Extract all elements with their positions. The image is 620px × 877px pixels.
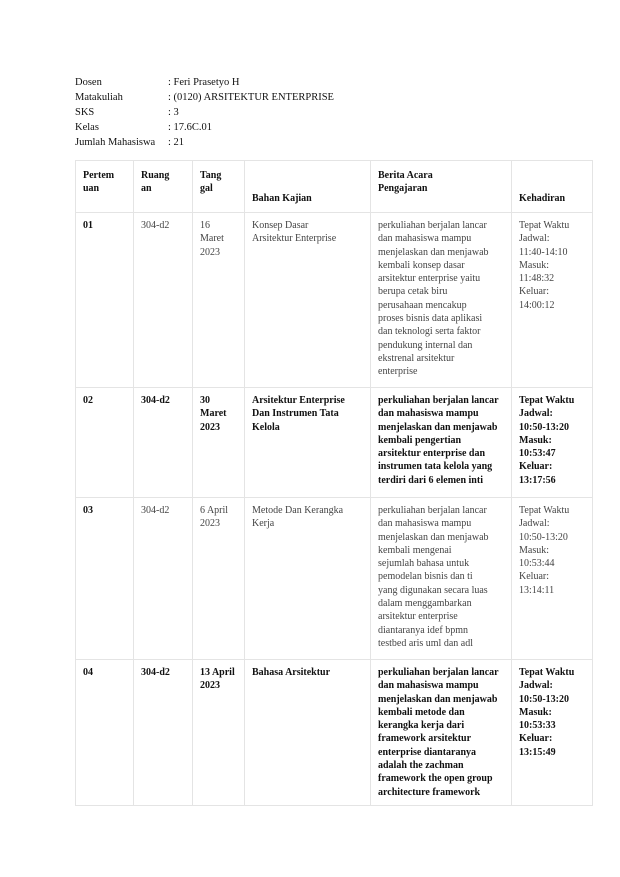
cell-tanggal: 13 April 2023 xyxy=(193,660,245,806)
info-label: Kelas xyxy=(75,122,99,133)
col-header-tanggal xyxy=(193,161,245,213)
cell-ruangan: 304-d2 xyxy=(134,388,193,498)
table-header-row xyxy=(76,161,593,213)
info-value: : 3 xyxy=(168,107,179,118)
cell-tanggal: 30 Maret 2023 xyxy=(193,388,245,498)
col-header-berita-acara xyxy=(371,161,512,213)
table-row xyxy=(76,660,593,806)
info-row-sks xyxy=(75,105,334,120)
info-row-matakuliah xyxy=(75,90,334,105)
cell-kehadiran: Tepat Waktu Jadwal: 10:50-13:20 Masuk: 10:53:47 Keluar: 13:17:56 xyxy=(512,388,593,498)
header-text: Ruang an xyxy=(141,170,170,195)
cell-ruangan: 304-d2 xyxy=(134,213,193,388)
lecture-report-table xyxy=(75,160,593,806)
info-row-jumlah-mahasiswa xyxy=(75,135,334,150)
header-text: Pertem uan xyxy=(83,170,115,195)
cell-kehadiran: Tepat Waktu Jadwal: 10:50-13:20 Masuk: 10:53:33 Keluar: 13:15:49 xyxy=(512,660,593,806)
header-text: Kehadiran xyxy=(519,192,566,204)
cell-ruangan: 304-d2 xyxy=(134,498,193,660)
cell-berita-acara: perkuliahan berjalan lancar dan mahasiswa mampu menjelaskan dan menjawab kembali pengertian arsitektur enterprise dan instrumen tata kelola yang terdiri dari 6 elemen inti xyxy=(371,388,512,498)
cell-bahan-kajian: Arsitektur Enterprise Dan Instrumen Tata Kelola xyxy=(245,388,371,498)
info-value: : (0120) ARSITEKTUR ENTERPRISE xyxy=(168,92,334,103)
cell-bahan-kajian: Bahasa Arsitektur xyxy=(245,660,371,806)
info-value: : Feri Prasetyo H xyxy=(168,77,240,88)
cell-ruangan: 304-d2 xyxy=(134,660,193,806)
info-label: Matakuliah xyxy=(75,92,123,103)
cell-pertemuan: 01 xyxy=(76,213,134,388)
header-text: Berita Acara Pengajaran xyxy=(378,170,433,195)
info-label: Dosen xyxy=(75,77,102,88)
cell-berita-acara: perkuliahan berjalan lancar dan mahasiswa mampu menjelaskan dan menjawab kembali metode dan kerangka kerja dari framework arsitektur enterprise diantaranya adalah the zachman framework the open group architecture framework xyxy=(371,660,512,806)
cell-berita-acara: perkuliahan berjalan lancar dan mahasiswa mampu menjelaskan dan menjawab kembali konsep dasar arsitektur enterprise yaitu berupa cetak biru perusahaan mencakup proses bisnis data aplikasi dan teknologi serta faktor pendukung internal dan ekstrenal arsitektur enterprise xyxy=(371,213,512,388)
info-value: : 21 xyxy=(168,137,185,148)
cell-tanggal: 16 Maret 2023 xyxy=(193,213,245,388)
table-row xyxy=(76,213,593,388)
col-header-bahan-kajian xyxy=(245,161,371,213)
cell-pertemuan: 04 xyxy=(76,660,134,806)
info-label: SKS xyxy=(75,107,95,118)
cell-tanggal: 6 April 2023 xyxy=(193,498,245,660)
cell-pertemuan: 03 xyxy=(76,498,134,660)
col-header-pertemuan xyxy=(76,161,134,213)
cell-bahan-kajian: Metode Dan Kerangka Kerja xyxy=(245,498,371,660)
cell-kehadiran: Tepat Waktu Jadwal: 10:50-13:20 Masuk: 10:53:44 Keluar: 13:14:11 xyxy=(512,498,593,660)
cell-berita-acara: perkuliahan berjalan lancar dan mahasiswa mampu menjelaskan dan menjawab kembali mengenai sejumlah bahasa untuk pemodelan bisnis dan ti yang digunakan secara luas dalam menggambarkan arsitektur enterprise diantaranya idef bpmn testbed aris uml dan adl xyxy=(371,498,512,660)
info-row-kelas xyxy=(75,120,334,135)
header-text: Bahan Kajian xyxy=(252,192,312,204)
info-row-dosen xyxy=(75,75,334,90)
cell-pertemuan: 02 xyxy=(76,388,134,498)
col-header-kehadiran xyxy=(512,161,593,213)
course-info-header xyxy=(75,75,334,150)
info-label: Jumlah Mahasiswa xyxy=(75,137,156,148)
header-text: Tang gal xyxy=(200,170,222,195)
info-value: : 17.6C.01 xyxy=(168,122,213,133)
cell-bahan-kajian: Konsep Dasar Arsitektur Enterprise xyxy=(245,213,371,388)
col-header-ruangan xyxy=(134,161,193,213)
table-row xyxy=(76,498,593,660)
cell-kehadiran: Tepat Waktu Jadwal: 11:40-14:10 Masuk: 11:48:32 Keluar: 14:00:12 xyxy=(512,213,593,388)
table-row xyxy=(76,388,593,498)
